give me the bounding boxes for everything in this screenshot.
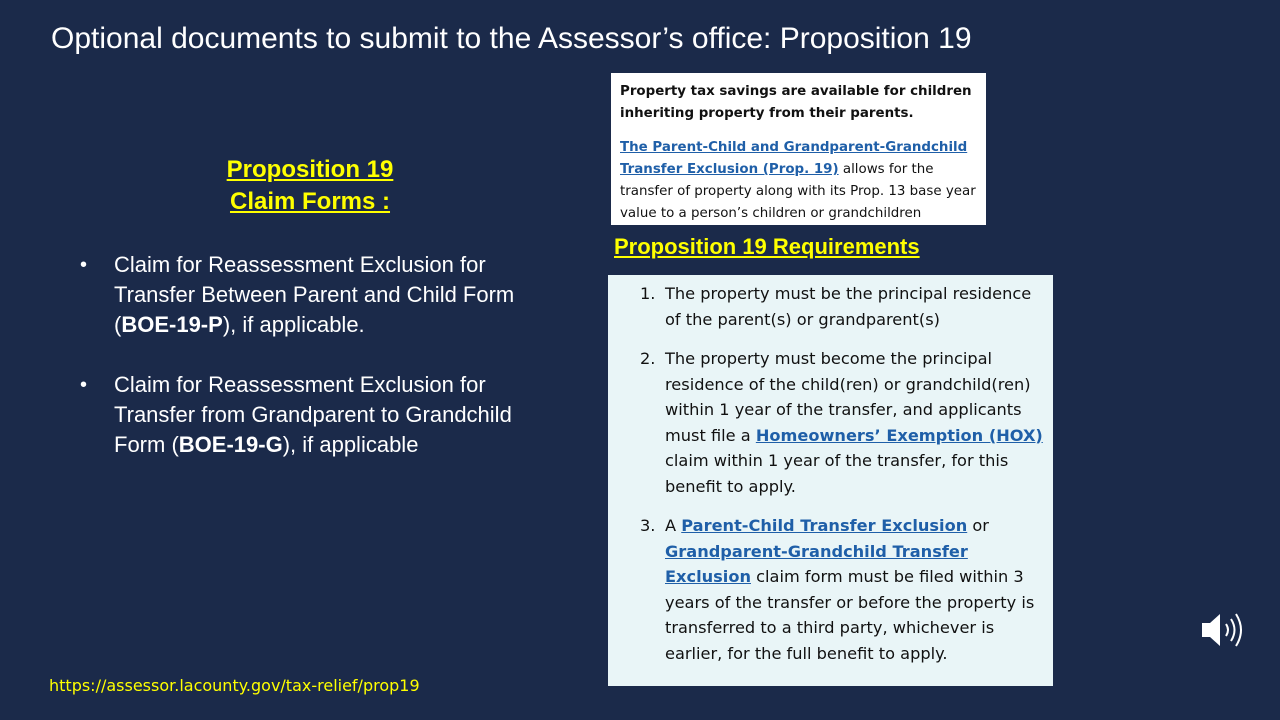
item-text-before: The property must become the principal residence of the child(ren) or grandchild(ren) within 1 year of the transfer, and applicants must file a (665, 349, 1031, 445)
form-code: BOE-19-P (121, 312, 223, 337)
bullet-text-after: ), if applicable. (222, 312, 365, 337)
list-item (640, 346, 1045, 499)
item-text-mid: or (967, 516, 989, 535)
item-text-before: A (665, 516, 682, 535)
info-body (620, 137, 977, 225)
parent-child-exclusion-link[interactable]: Parent-Child Transfer Exclusion (681, 516, 968, 535)
speaker-svg (1200, 610, 1250, 650)
claim-forms-heading-line1: Proposition 19 (226, 156, 394, 183)
bullet-text-before: Claim for Reassessment Exclusion for Transfer from Grandparent to Grandchild Form ( (114, 372, 512, 457)
item-number: 1. (640, 284, 656, 303)
item-number: 2. (640, 349, 656, 368)
bullet-text-after: ), if applicable (282, 432, 419, 457)
prop19-info-box (611, 73, 986, 225)
item-text: The property must be the principal residence of the parent(s) or grandparent(s) (665, 284, 1032, 329)
bullet-icon: • (80, 254, 88, 276)
info-lead: Property tax savings are available for children inheriting property from their parents. (620, 84, 972, 121)
source-url[interactable]: https://assessor.lacounty.gov/tax-relief/prop19 (49, 676, 420, 695)
list-item (640, 281, 1045, 332)
list-item (80, 370, 550, 460)
claim-forms-heading (180, 154, 440, 218)
claim-forms-list (80, 250, 550, 490)
speaker-volume-icon[interactable] (1200, 610, 1250, 650)
requirements-heading: Proposition 19 Requirements (614, 234, 920, 259)
info-body-text: allows for the transfer of property along with its Prop. 13 base year value to a person’s children or grandchildren (620, 162, 976, 221)
form-code: BOE-19-G (178, 432, 283, 457)
item-text-after: claim within 1 year of the transfer, for this benefit to apply. (665, 451, 1009, 496)
slide-title: Optional documents to submit to the Assessor’s office: Proposition 19 (51, 22, 972, 55)
bullet-icon: • (80, 374, 88, 396)
item-text-after: claim form must be filed within 3 years of the transfer or before the property is transferred to a third party, whichever is earlier, for the full benefit to apply. (665, 567, 1035, 663)
prop19-exclusion-link[interactable]: The Parent-Child and Grandparent-Grandchild Transfer Exclusion (Prop. 19) (620, 140, 968, 177)
list-item (80, 250, 550, 340)
hox-link[interactable]: Homeowners’ Exemption (HOX) (755, 425, 1043, 445)
item-number: 3. (640, 516, 656, 535)
grandparent-grandchild-exclusion-link[interactable]: Grandparent-Grandchild Transfer Exclusion (665, 541, 968, 586)
requirements-box (608, 275, 1053, 686)
bullet-text-before: Claim for Reassessment Exclusion for Transfer Between Parent and Child Form ( (114, 252, 515, 337)
list-item (640, 513, 1045, 666)
claim-forms-heading-line2: Claim Forms : (229, 188, 391, 215)
